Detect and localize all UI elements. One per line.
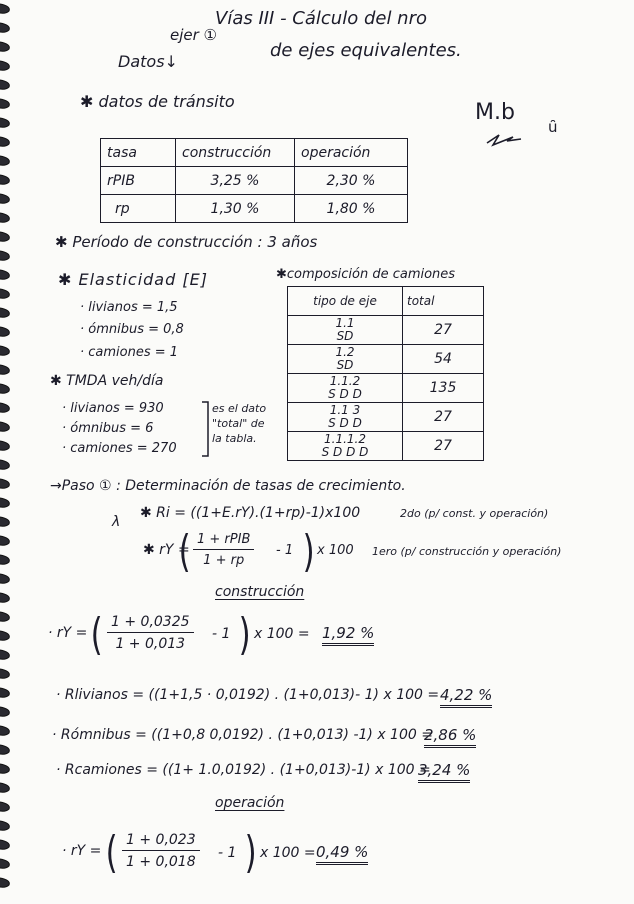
total-cell: 27 — [403, 403, 484, 432]
spiral-ring — [0, 802, 9, 811]
spiral-ring — [0, 840, 9, 849]
table-row — [288, 374, 484, 403]
fraction-denominator: 1 + 0,013 — [115, 636, 186, 652]
periodo-construccion: ✱ Período de construcción : 3 años — [55, 233, 318, 251]
fraction-numerator: 1 + 0,0325 — [107, 614, 194, 633]
spiral-ring — [0, 859, 9, 868]
signature-mark-icon: ȗ — [548, 118, 558, 136]
header-cell: tipo de eje — [288, 287, 403, 316]
axle-config: 1.1 — [335, 316, 355, 330]
header-cell: operación — [295, 139, 408, 167]
paren-left-icon: ( — [90, 609, 103, 660]
spiral-ring — [0, 764, 9, 773]
composicion-heading: ✱composición de camiones — [276, 267, 456, 282]
elasticidad-heading: ✱ Elasticidad [E] — [58, 270, 208, 289]
composicion-table — [287, 286, 484, 461]
spiral-ring — [0, 422, 9, 431]
header-cell: total — [403, 287, 484, 316]
construccion-ry-result: 1,92 % — [322, 624, 374, 646]
lambda-symbol: λ — [112, 514, 121, 530]
spiral-ring — [0, 270, 9, 279]
spiral-ring — [0, 650, 9, 659]
spiral-ring — [0, 99, 9, 108]
formula-ry-mult: x 100 — [317, 543, 354, 558]
cell-operacion: 1,80 % — [295, 195, 408, 223]
spiral-ring — [0, 365, 9, 374]
paren-right-icon: ) — [238, 609, 251, 660]
axle-config: 1.1.2 — [329, 374, 361, 388]
operacion-ry-lhs: · rY = — [62, 843, 102, 859]
spiral-ring — [0, 441, 9, 450]
tmda-note: la tabla. — [212, 432, 257, 445]
elasticidad-item: · livianos = 1,5 — [80, 300, 178, 315]
total-cell: 54 — [403, 345, 484, 374]
spiral-ring — [0, 346, 9, 355]
fraction-numerator: 1 + rPIB — [193, 532, 254, 550]
r-livianos-expression: · Rlivianos = ((1+1,5 · 0,0192) . (1+0,013)- 1) x 100 = — [56, 687, 440, 703]
growth-rate-table — [100, 138, 408, 223]
table-row — [101, 167, 408, 195]
cell-construccion: 1,30 % — [176, 195, 295, 223]
r-camiones-expression: · Rcamiones = ((1+ 1.0,0192) . (1+0,013)-1) x 100 = — [56, 762, 431, 778]
total-cell: 27 — [403, 316, 484, 345]
spiral-ring — [0, 460, 9, 469]
construccion-ry-fraction — [107, 614, 194, 652]
axle-config: 1.1.1.2 — [324, 432, 366, 446]
axle-cell — [288, 316, 403, 345]
axle-type: S D D — [328, 387, 362, 401]
operacion-heading: operación — [215, 795, 285, 811]
elasticidad-item: · camiones = 1 — [80, 345, 179, 360]
spiral-binding — [0, 0, 16, 904]
fraction-numerator: 1 + 0,023 — [122, 832, 200, 851]
axle-type: SD — [336, 329, 354, 343]
table-row — [288, 403, 484, 432]
axle-type: SD — [336, 358, 354, 372]
datos-transito-heading: ✱ datos de tránsito — [80, 92, 235, 111]
tmda-heading: ✱ TMDA veh/día — [50, 373, 164, 389]
exercise-label: ejer ① — [170, 26, 218, 44]
table-row — [288, 316, 484, 345]
spiral-ring — [0, 308, 9, 317]
axle-cell — [288, 345, 403, 374]
spiral-ring — [0, 612, 9, 621]
axle-cell — [288, 432, 403, 461]
spiral-ring — [0, 118, 9, 127]
tmda-note: "total" de — [212, 417, 265, 430]
spiral-ring — [0, 137, 9, 146]
tmda-item: · camiones = 270 — [62, 441, 177, 456]
tmda-item: · livianos = 930 — [62, 401, 164, 416]
r-omnibus-result: 2,86 % — [424, 726, 476, 748]
spiral-ring — [0, 593, 9, 602]
r-omnibus-expression: · Rómnibus = ((1+0,8 0,0192) . (1+0,013) -1) x 100 = — [52, 727, 433, 743]
total-cell: 135 — [403, 374, 484, 403]
spiral-ring — [0, 536, 9, 545]
r-camiones-result: 3,24 % — [418, 761, 470, 783]
spiral-ring — [0, 213, 9, 222]
spiral-ring — [0, 4, 9, 13]
datos-label: Datos↓ — [118, 52, 178, 71]
spiral-ring — [0, 42, 9, 51]
spiral-ring — [0, 878, 9, 887]
signature-flourish-icon — [485, 125, 525, 149]
operacion-ry-result: 0,49 % — [316, 843, 368, 865]
bracket-icon — [200, 400, 212, 458]
spiral-ring — [0, 555, 9, 564]
paren-left-icon: ( — [105, 827, 118, 878]
operacion-ry-tail: - 1 — [218, 845, 237, 861]
total-cell: 27 — [403, 432, 484, 461]
row-label: rp — [101, 195, 176, 223]
formula-ry-note: 1ero (p/ construcción y operación) — [372, 545, 562, 558]
operacion-ry-fraction — [122, 832, 200, 870]
table-row — [101, 195, 408, 223]
construccion-ry-tail: - 1 — [212, 626, 231, 642]
table-row — [288, 432, 484, 461]
header-cell: construcción — [176, 139, 295, 167]
spiral-ring — [0, 384, 9, 393]
spiral-ring — [0, 783, 9, 792]
spiral-ring — [0, 80, 9, 89]
spiral-ring — [0, 156, 9, 165]
header-cell: tasa — [101, 139, 176, 167]
axle-type: S D D D — [321, 445, 369, 459]
spiral-ring — [0, 194, 9, 203]
spiral-ring — [0, 517, 9, 526]
axle-cell — [288, 403, 403, 432]
spiral-ring — [0, 574, 9, 583]
r-livianos-result: 4,22 % — [440, 686, 492, 708]
spiral-ring — [0, 669, 9, 678]
spiral-ring — [0, 479, 9, 488]
title-line-1: Vías III - Cálculo del nro — [215, 8, 427, 29]
cell-operacion: 2,30 % — [295, 167, 408, 195]
elasticidad-item: · ómnibus = 0,8 — [80, 322, 184, 337]
formula-ri-note: 2do (p/ const. y operación) — [400, 507, 549, 520]
construccion-ry-mult: x 100 = — [254, 626, 310, 642]
spiral-ring — [0, 61, 9, 70]
fraction-denominator: 1 + rp — [203, 553, 245, 568]
formula-ry-lhs: ✱ rY = — [143, 542, 190, 558]
formula-ry-tail: - 1 — [276, 543, 294, 558]
spiral-ring — [0, 232, 9, 241]
table-row — [288, 345, 484, 374]
tmda-item: · ómnibus = 6 — [62, 421, 154, 436]
operacion-ry-mult: x 100 = — [260, 845, 316, 861]
paren-right-icon: ) — [302, 526, 315, 577]
axle-config: 1.1 3 — [329, 403, 361, 417]
spiral-ring — [0, 821, 9, 830]
spiral-ring — [0, 175, 9, 184]
paso1-heading: →Paso ① : Determinación de tasas de crecimiento. — [50, 478, 406, 494]
spiral-ring — [0, 631, 9, 640]
construccion-heading: construcción — [215, 584, 305, 600]
spiral-ring — [0, 327, 9, 336]
fraction-denominator: 1 + 0,018 — [126, 854, 196, 870]
spiral-ring — [0, 726, 9, 735]
tmda-note: es el dato — [212, 402, 267, 415]
signature: M.b — [475, 100, 515, 125]
spiral-ring — [0, 707, 9, 716]
spiral-ring — [0, 289, 9, 298]
formula-ri: ✱ Ri = ((1+E.rY).(1+rp)-1)x100 — [140, 505, 361, 521]
table-header-row — [101, 139, 408, 167]
row-label: rPIB — [101, 167, 176, 195]
spiral-ring — [0, 498, 9, 507]
table-header-row — [288, 287, 484, 316]
cell-construccion: 3,25 % — [176, 167, 295, 195]
paren-left-icon: ( — [178, 526, 191, 577]
title-line-2: de ejes equivalentes. — [270, 40, 462, 61]
spiral-ring — [0, 688, 9, 697]
spiral-ring — [0, 403, 9, 412]
axle-config: 1.2 — [335, 345, 355, 359]
axle-type: S D D — [328, 416, 362, 430]
formula-ry-fraction — [193, 532, 254, 568]
spiral-ring — [0, 745, 9, 754]
paren-right-icon: ) — [244, 827, 257, 878]
construccion-ry-lhs: · rY = — [48, 625, 88, 641]
axle-cell — [288, 374, 403, 403]
spiral-ring — [0, 23, 9, 32]
spiral-ring — [0, 251, 9, 260]
